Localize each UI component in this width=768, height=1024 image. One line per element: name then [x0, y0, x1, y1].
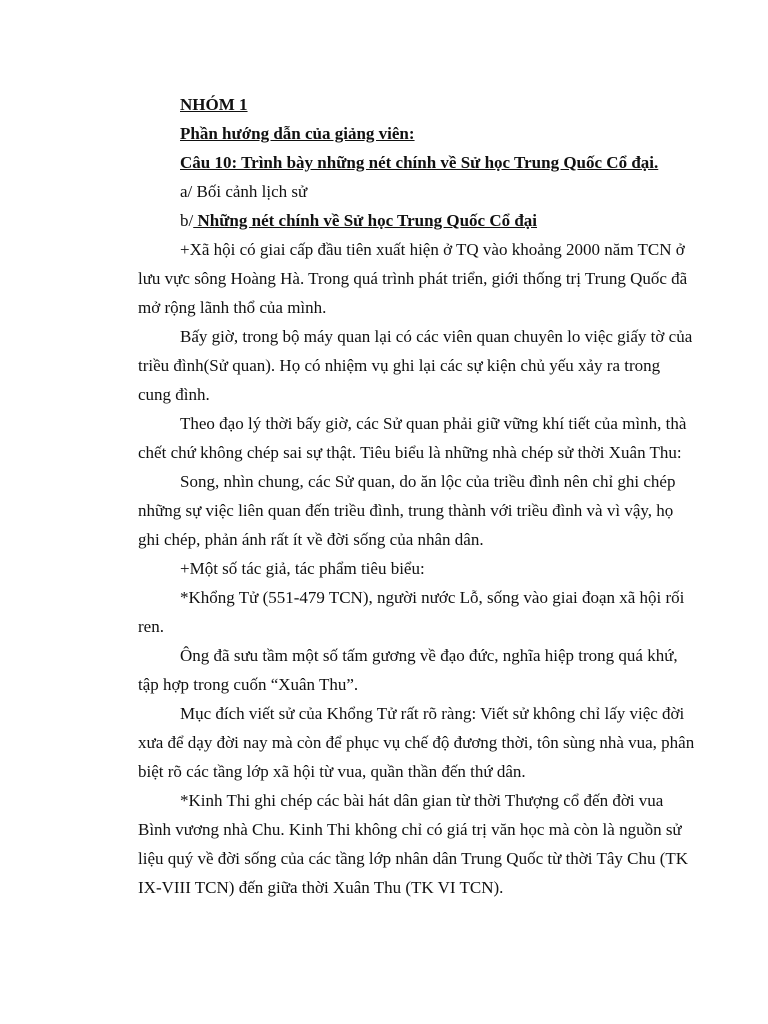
paragraph [138, 554, 674, 583]
paragraph-line: IX-VIII TCN) đến giữa thời Xuân Thu (TK VI TCN). [138, 878, 504, 897]
question-title: Câu 10: Trình bày những nét chính về Sử học Trung Quốc Cổ đại. [180, 153, 659, 172]
paragraph-line: những sự việc liên quan đến triều đình, trung thành với triều đình và vì vậy, họ [138, 501, 674, 520]
paragraph-line: Bấy giờ, trong bộ máy quan lại có các viên quan chuyên lo việc giấy tờ của [180, 327, 693, 346]
paragraph [138, 786, 689, 902]
paragraph-line: mở rộng lãnh thổ của mình. [138, 298, 327, 317]
paragraph-line: Mục đích viết sử của Khổng Tử rất rõ ràng: Viết sử không chỉ lấy việc đời [180, 704, 685, 723]
section-b-prefix: b/ [180, 211, 194, 230]
section-b-heading [180, 206, 674, 235]
paragraph-line: ghi chép, phản ánh rất ít về đời sống của nhân dân. [138, 530, 484, 549]
paragraph [138, 467, 674, 554]
body-paragraphs [138, 235, 695, 902]
paragraph-line: Bình vương nhà Chu. Kinh Thi không chỉ có giá trị văn học mà còn là nguồn sử [138, 820, 682, 839]
paragraph-line: *Khổng Tử (551-479 TCN), người nước Lỗ, sống vào giai đoạn xã hội rối [180, 588, 685, 607]
paragraph-line: triều đình(Sử quan). Họ có nhiệm vụ ghi lại các sự kiện chủ yếu xảy ra trong [138, 356, 661, 375]
paragraph [138, 322, 693, 409]
paragraph-line: tập hợp trong cuốn “Xuân Thu”. [138, 675, 359, 694]
paragraph-line: biệt rõ các tầng lớp xã hội từ vua, quần thần đến thứ dân. [138, 762, 526, 781]
paragraph-line: liệu quý về đời sống của các tầng lớp nhân dân Trung Quốc từ thời Tây Chu (TK [138, 849, 689, 868]
instructor-heading: Phần hướng dẫn của giảng viên: [180, 124, 415, 143]
paragraph-line: +Một số tác giả, tác phẩm tiêu biểu: [180, 559, 425, 578]
paragraph-line: lưu vực sông Hoàng Hà. Trong quá trình phát triển, giới thống trị Trung Quốc đã [138, 269, 688, 288]
paragraph-line: +Xã hội có giai cấp đầu tiên xuất hiện ở TQ vào khoảng 2000 năm TCN ở [180, 240, 685, 259]
paragraph-line: cung đình. [138, 385, 210, 404]
paragraph-line: Ông đã sưu tầm một số tấm gương về đạo đức, nghĩa hiệp trong quá khứ, [180, 646, 678, 665]
section-a-heading: a/ Bối cảnh lịch sử [180, 182, 308, 201]
paragraph [138, 641, 678, 699]
paragraph-line: Song, nhìn chung, các Sử quan, do ăn lộc của triều đình nên chỉ ghi chép [180, 472, 676, 491]
paragraph [138, 235, 688, 322]
paragraph-line: *Kinh Thi ghi chép các bài hát dân gian từ thời Thượng cổ đến đời vua [180, 791, 664, 810]
paragraph-line: xưa để dạy đời nay mà còn để phục vụ chế độ đương thời, tôn sùng nhà vua, phân [138, 733, 695, 752]
paragraph-line: ren. [138, 617, 164, 636]
group-heading: NHÓM 1 [180, 95, 248, 114]
paragraph-line: Theo đạo lý thời bấy giờ, các Sử quan phải giữ vững khí tiết của mình, thà [180, 414, 687, 433]
paragraph-line: chết chứ không chép sai sự thật. Tiêu biểu là những nhà chép sử thời Xuân Thu: [138, 443, 682, 462]
paragraph [138, 699, 695, 786]
paragraph [138, 583, 685, 641]
section-b-title: Những nét chính về Sử học Trung Quốc Cổ đại [193, 211, 538, 230]
paragraph [138, 409, 687, 467]
